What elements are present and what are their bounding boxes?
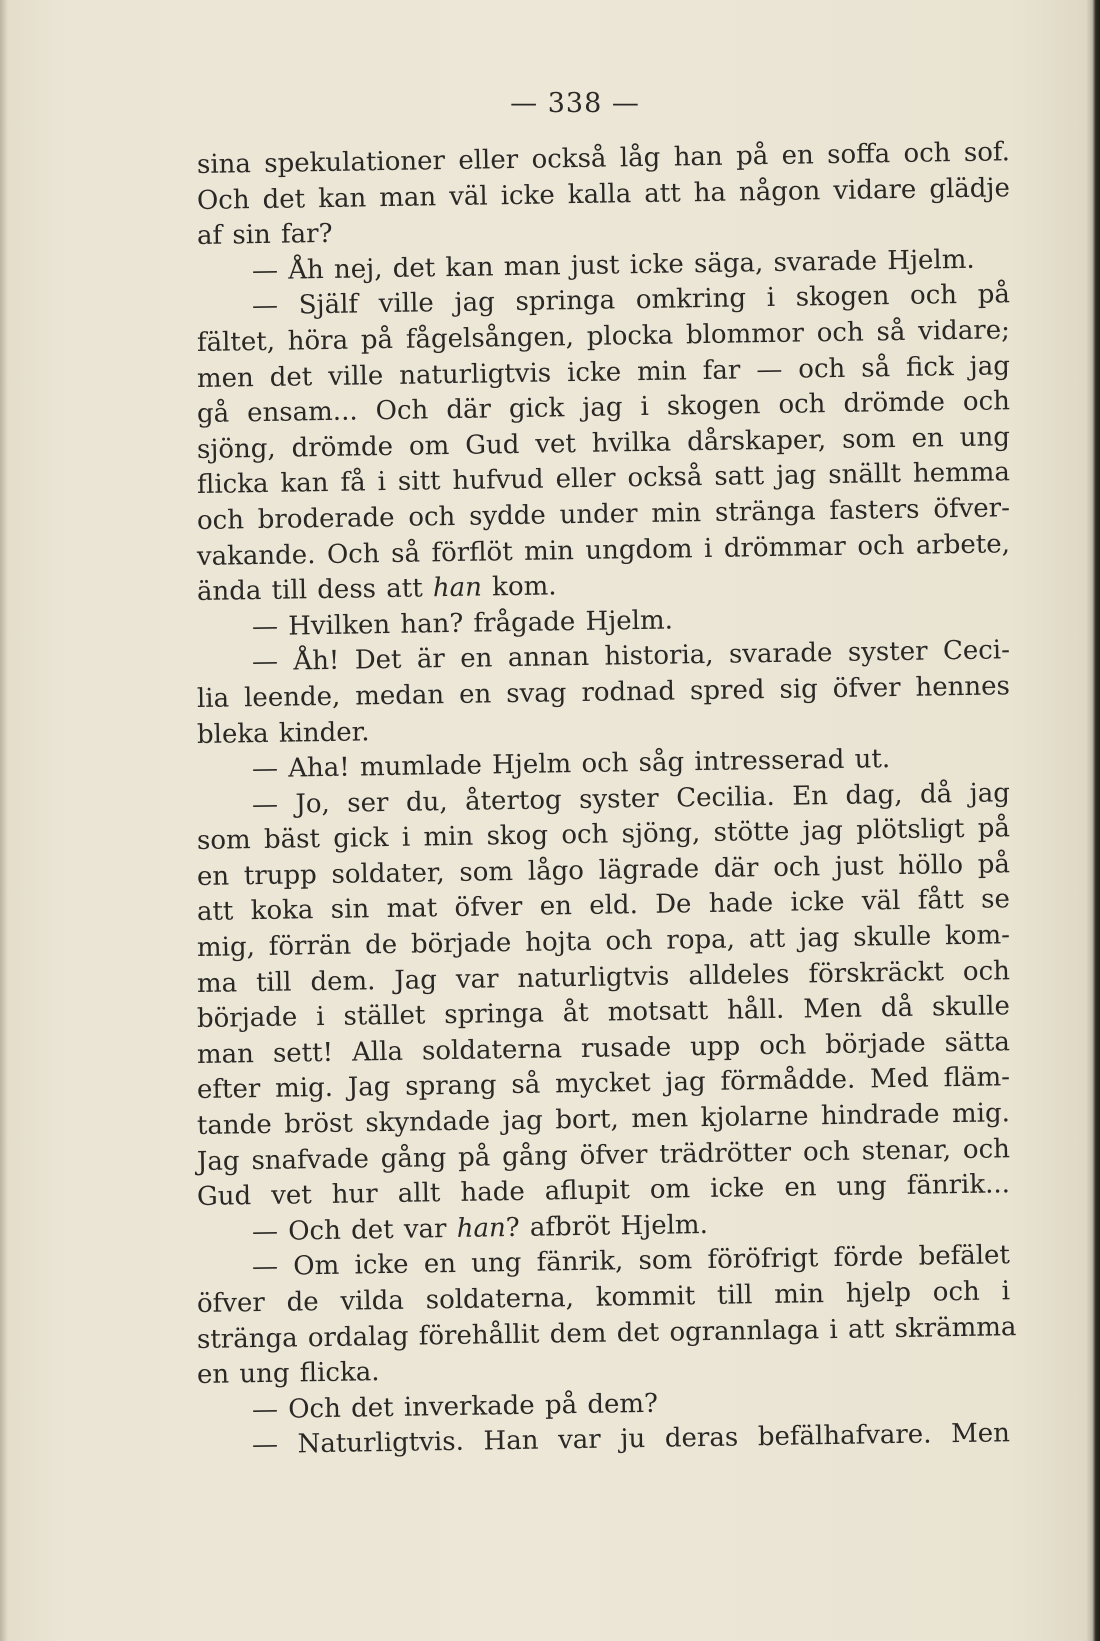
line-text: gå ensam... Och där gick jag i skogen och drömde och bbox=[196, 386, 1011, 430]
line-text: vakande. Och så förflöt min ungdom i drömmar och arbete, bbox=[196, 528, 1011, 572]
page-left-shadow bbox=[0, 0, 8, 1641]
line-text: mig, förrän de började hojta och ropa, att jag skulle kom- bbox=[196, 920, 1011, 964]
line-text: sjöng, drömde om Gud vet hvilka dårskaper, som en ung bbox=[196, 421, 1011, 465]
line-text: sina spekulationer eller också låg han på en soffa och sof. bbox=[196, 137, 1011, 180]
line-text: stränga ordalag förehållit dem det ogrannlaga i att skrämma bbox=[196, 1311, 1017, 1355]
body-text bbox=[196, 137, 1017, 1465]
line-text: Jag snafvade gång på gång öfver trädrötter och stenar, och bbox=[196, 1133, 1011, 1177]
line-text: ända till dess att bbox=[196, 573, 434, 608]
line-text: fältet, höra på fågelsången, plocka blommor och så vidare; bbox=[196, 315, 1011, 358]
line-text: — Naturligtvis. Han var ju deras befälhafvare. Men bbox=[251, 1418, 1011, 1461]
line-text: af sin far? bbox=[196, 219, 333, 252]
line-text: lia leende, medan en svag rodnad spred sig öfver hennes bbox=[196, 671, 1011, 714]
line-text: började i stället springa åt motsatt håll. Men då skulle bbox=[196, 991, 1011, 1035]
line-text: en ung flicka. bbox=[196, 1357, 380, 1391]
line-text: Gud vet hur allt hade aflupit om icke en ung fänrik... bbox=[196, 1169, 1011, 1213]
line-text: man sett! Alla soldaterna rusade upp och började sätta bbox=[196, 1027, 1011, 1070]
line-text: ma till dem. Jag var naturligtvis alldeles förskräckt och bbox=[196, 955, 1011, 999]
line-text: som bäst gick i min skog och sjöng, stötte jag plötsligt på bbox=[196, 813, 1011, 857]
line-text: — Jo, ser du, återtog syster Cecilia. En dag, då jag bbox=[251, 777, 1011, 820]
line-text: tande bröst skyndade jag bort, men kjolarne hindrade mig. bbox=[196, 1098, 1011, 1142]
italic-word: han bbox=[456, 1212, 506, 1244]
line-text: — Hvilken han? frågade Hjelm. bbox=[251, 605, 674, 642]
line-text: efter mig. Jag sprang så mycket jag förmådde. Med fläm- bbox=[196, 1062, 1011, 1106]
line-text: — Och det inverkade på dem? bbox=[251, 1388, 659, 1425]
line-text: — Om icke en ung fänrik, som föröfrigt förde befälet bbox=[251, 1240, 1011, 1283]
line-text: — Själf ville jag springa omkring i skogen och på bbox=[251, 279, 1011, 322]
line-text: bleka kinder. bbox=[196, 716, 370, 750]
line-text: öfver de vilda soldaterna, kommit till min hjelp och i bbox=[196, 1276, 1011, 1319]
line-text: — Åh nej, det kan man just icke säga, svarade Hjelm. bbox=[251, 244, 975, 286]
line-text: — Och det var bbox=[251, 1213, 457, 1247]
line-text: en trupp soldater, som lågo lägrade där och just höllo på bbox=[196, 849, 1011, 892]
italic-word: han bbox=[432, 572, 483, 604]
line-text: — Aha! mumlade Hjelm och såg intresserad ut. bbox=[251, 744, 891, 785]
line-text: att koka sin mat öfver en eld. De hade icke väl fått se bbox=[196, 884, 1011, 928]
line-text: men det ville naturligtvis icke min far — och så fick jag bbox=[196, 350, 1011, 394]
line-text: och broderade och sydde under min stränga fasters öfver- bbox=[196, 493, 1011, 536]
line-text: — Åh! Det är en annan historia, svarade syster Ceci- bbox=[251, 635, 1011, 678]
page-right-edge bbox=[1086, 0, 1100, 1641]
page-number: — 338 — bbox=[510, 88, 640, 119]
line-text: ? afbröt Hjelm. bbox=[505, 1209, 709, 1243]
line-text: kom. bbox=[481, 571, 557, 603]
line-text: flicka kan få i sitt hufvud eller också satt jag snällt hemma bbox=[196, 457, 1011, 501]
line-text: Och det kan man väl icke kalla att ha någon vidare glädje bbox=[196, 172, 1011, 216]
